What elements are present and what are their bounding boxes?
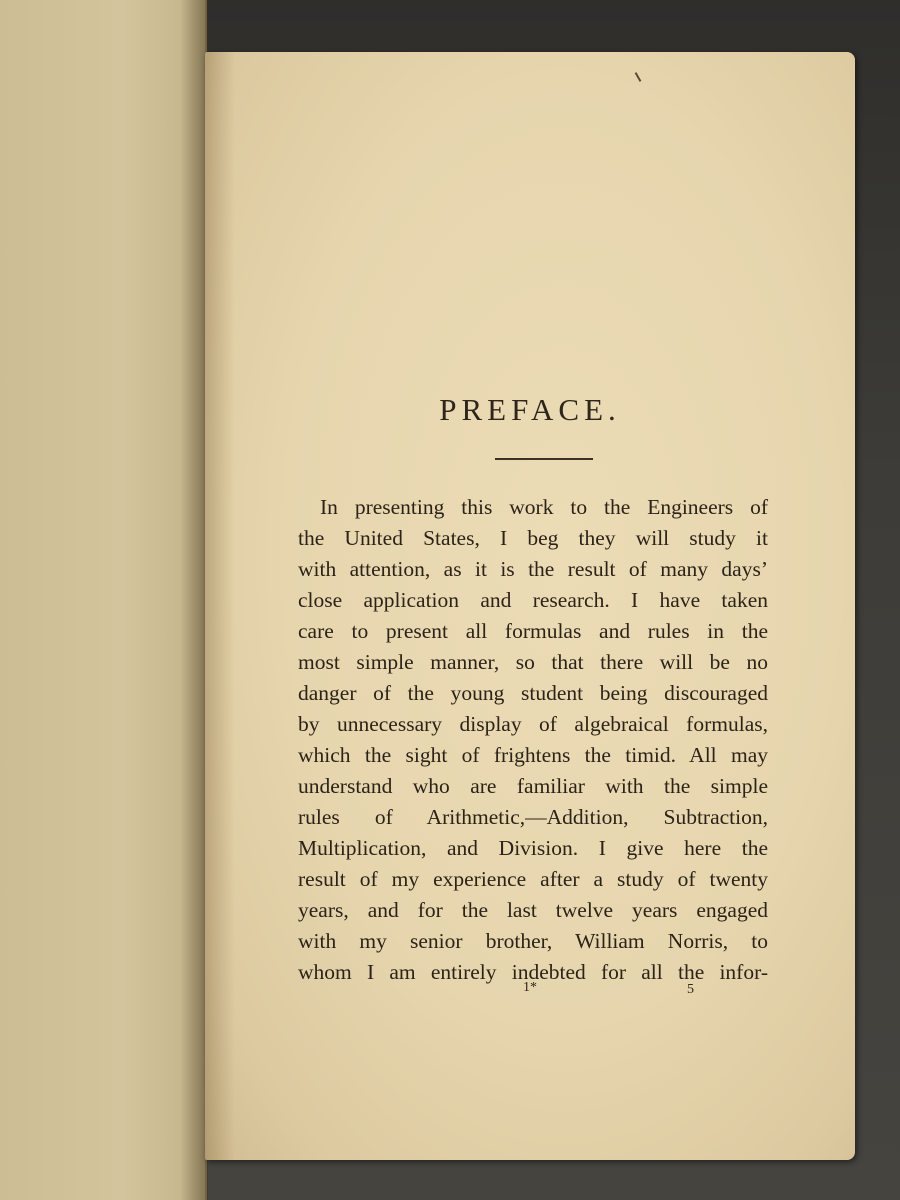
text-line: rules of Arithmetic,—Addition, Subtraction, xyxy=(298,805,768,829)
text-line: care to present all formulas and rules in the xyxy=(298,619,768,643)
text-line: the United States, I beg they will study it xyxy=(298,526,768,550)
printed-page xyxy=(205,52,855,1160)
text-line: years, and for the last twelve years engaged xyxy=(298,898,768,922)
title-divider xyxy=(495,458,593,460)
text-line: with my senior brother, William Norris, to xyxy=(298,929,768,953)
text-line: with attention, as it is the result of many days’ xyxy=(298,557,768,581)
page-title: PREFACE. xyxy=(439,392,621,427)
text-line: close application and research. I have taken xyxy=(298,588,768,612)
text-line: result of my experience after a study of twenty xyxy=(298,867,768,891)
preface-paragraph xyxy=(298,492,768,988)
left-facing-page xyxy=(0,0,207,1200)
gutter-shadow xyxy=(205,52,235,1160)
text-line: most simple manner, so that there will be no xyxy=(298,650,768,674)
page-number: 5 xyxy=(687,982,694,997)
text-line: which the sight of frightens the timid. All may xyxy=(298,743,768,767)
text-line: whom I am entirely indebted for all the infor- xyxy=(298,960,768,984)
text-line: In presenting this work to the Engineers of xyxy=(320,495,768,519)
text-line: danger of the young student being discouraged xyxy=(298,681,768,705)
ink-mark xyxy=(635,72,642,82)
text-line: by unnecessary display of algebraical formulas, xyxy=(298,712,768,736)
text-line: understand who are familiar with the simple xyxy=(298,774,768,798)
book-spine-shadow xyxy=(180,0,208,1200)
signature-mark: 1* xyxy=(523,980,537,995)
text-line: Multiplication, and Division. I give here the xyxy=(298,836,768,860)
